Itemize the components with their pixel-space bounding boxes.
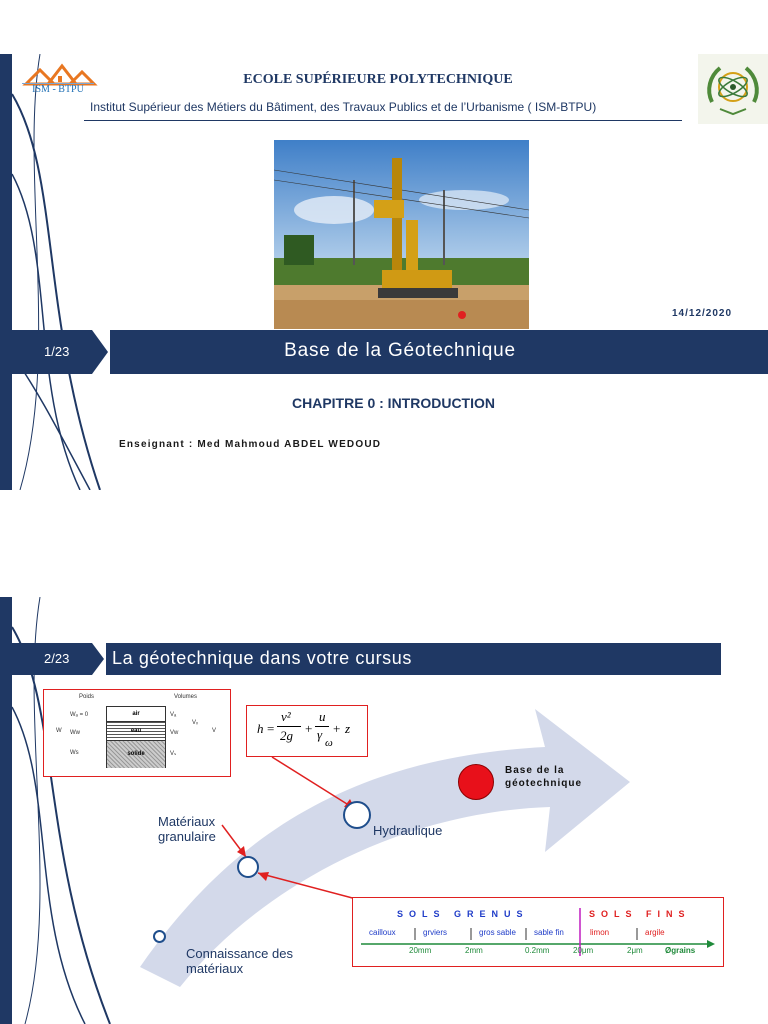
date: 14/12/2020 [672, 308, 733, 319]
header-divider [84, 120, 682, 121]
va-label: Vₐ [170, 712, 177, 718]
size-2mm: 2mm [465, 946, 483, 955]
materiaux-granulaire-marker [237, 856, 259, 878]
phase-diagram-box [43, 689, 231, 777]
formula-h: h [257, 721, 264, 736]
class-cailloux: cailloux [369, 928, 396, 937]
size-20um: 20μm [573, 946, 594, 955]
page-number: 1/23 [44, 344, 70, 359]
axis-label-grains: Øgrains [665, 946, 696, 955]
bernoulli-formula-box [246, 705, 368, 757]
wa-label: Wₐ = 0 [70, 712, 89, 718]
hydraulique-marker [343, 801, 371, 829]
teacher-name: Enseignant : Med Mahmoud ABDEL WEDOUD [119, 439, 382, 450]
vw-label: Vw [170, 730, 179, 736]
formula-omega: ω [325, 737, 333, 749]
formula-2g: 2g [280, 728, 293, 743]
poids-label: Poids [79, 694, 95, 700]
formula-gamma: γ [317, 727, 323, 742]
ww-label: Ww [70, 730, 80, 736]
formula-plus1: + [305, 721, 313, 736]
base-geotechnique-marker [458, 764, 494, 800]
class-sable-fin: sable fin [534, 928, 564, 937]
slide-title: La géotechnique dans votre cursus [112, 648, 412, 668]
water-layer: eau [107, 722, 165, 741]
formula-z: z [345, 721, 351, 736]
institute-name: Institut Supérieur des Métiers du Bâtiment, des Travaux Publics et de l’Urbanisme ( ISM-BTPU) [90, 100, 597, 114]
ism-btpu-logo [18, 58, 98, 102]
base-geotechnique-label: Base de la géotechnique [505, 765, 583, 789]
class-argile: argile [645, 928, 665, 937]
chapter-title: CHAPITRE 0 : INTRODUCTION [292, 395, 495, 411]
sols-fins-label: SOLS FINS [589, 909, 691, 919]
institution-seal [698, 54, 768, 124]
air-layer: air [107, 707, 165, 722]
solid-layer: solide [107, 741, 165, 768]
sols-grenus-label: SOLS GRENUS [397, 909, 529, 919]
page-number: 2/23 [44, 651, 70, 666]
class-limon: limon [590, 928, 610, 937]
class-graviers: grviers [423, 928, 448, 937]
size-0-2mm: 0.2mm [525, 946, 550, 955]
class-gros-sable: gros sable [479, 928, 516, 937]
formula-plus2: + [333, 721, 341, 736]
v-total: V [212, 728, 217, 734]
connaissance-label: Connaissance des matériaux [186, 946, 293, 976]
ws-label: Ws [70, 750, 79, 756]
connaissance-marker [153, 930, 166, 943]
materiaux-granulaire-label: Matériaux granulaire [158, 814, 216, 844]
formula-u: u [319, 709, 326, 724]
fraction-bar [277, 726, 301, 727]
size-20mm: 20mm [409, 946, 432, 955]
vv-label: Vᵥ [192, 720, 198, 726]
vs-label: Vₛ [170, 751, 177, 757]
slide-1 [0, 54, 768, 490]
size-2um: 2μm [627, 946, 643, 955]
soil-classification-box [352, 897, 724, 967]
formula-v2: v² [281, 709, 291, 724]
grain-size-axis [353, 898, 723, 966]
volumes-label: Volumes [174, 694, 198, 700]
slide-title: Base de la Géotechnique [284, 340, 516, 361]
hydraulique-label: Hydraulique [373, 823, 443, 838]
school-title: ECOLE SUPÉRIEURE POLYTECHNIQUE [243, 72, 513, 87]
logo-text: ISM - BTPU [22, 83, 94, 95]
formula-eq: = [267, 721, 275, 736]
w-total: W [56, 728, 62, 734]
drilling-rig-photo [274, 140, 529, 329]
slide-2 [0, 597, 768, 1024]
phase-column [106, 706, 166, 768]
